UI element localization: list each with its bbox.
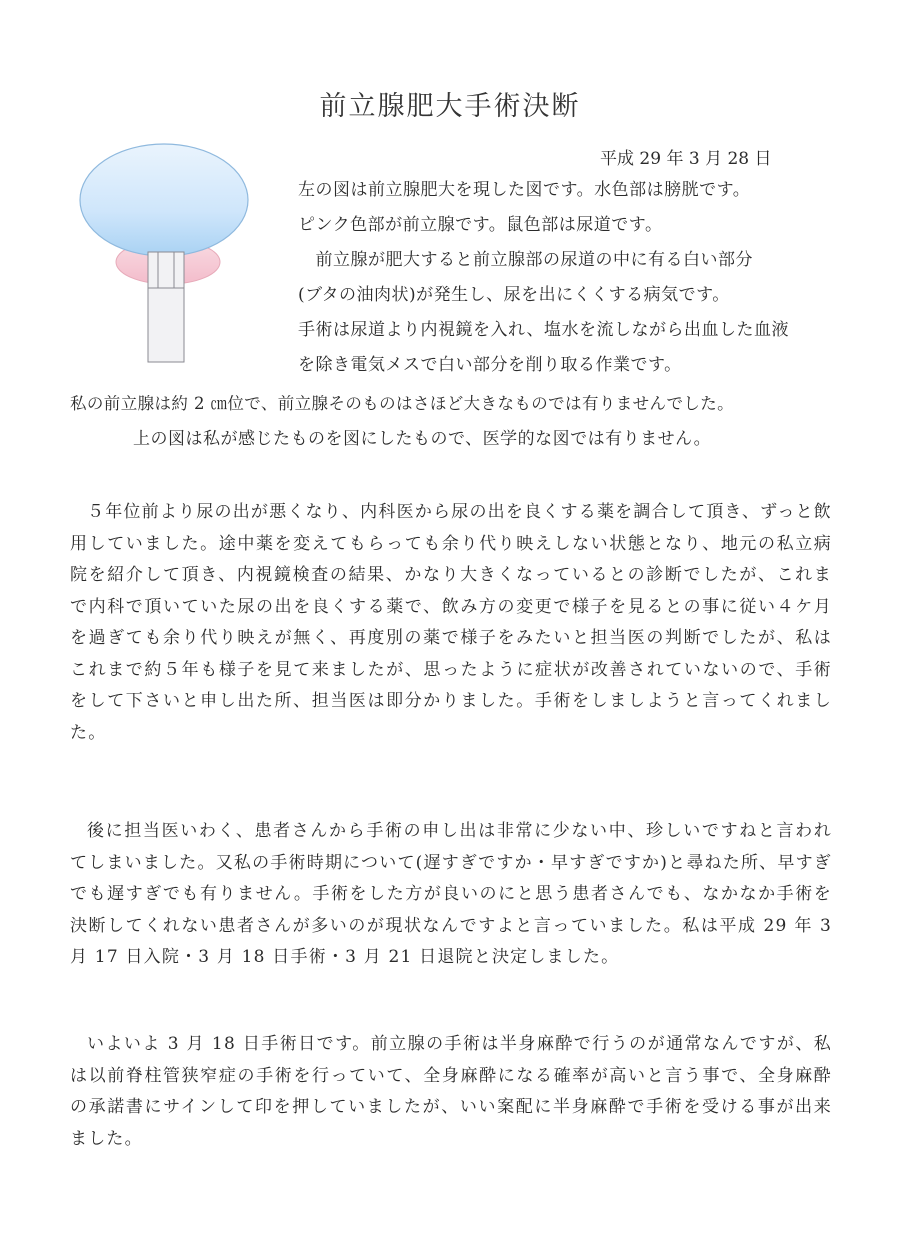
- document-title: 前立腺肥大手術決断: [319, 91, 581, 122]
- size-note: 私の前立腺は約 2 ㎝位で、前立腺そのものはさほど大きなものでは有りませんでした。: [70, 394, 735, 413]
- document-date: 平成 29 年 3 月 28 日: [600, 149, 772, 169]
- figure-line: (ブタの油肉状)が発生し、尿を出にくくする病気です。: [298, 285, 730, 305]
- figure-note: 上の図は私が感じたものを図にしたもので、医学的な図では有りません。: [133, 429, 712, 449]
- figure-line: 前立腺が肥大すると前立腺部の尿道の中に有る白い部分: [298, 250, 753, 270]
- bladder-shape: [80, 144, 248, 256]
- body-paragraph: いよいよ 3 月 18 日手術日です。前立腺の手術は半身麻酔で行うのが通常なんですが、私は以前脊柱管狭窄症の手術を行っていて、全身麻酔になる確率が高いと言う事で、全身麻酔の承諾書にサインして印を押していましたが、いい案配に半身麻酔で手術を受ける事が出来ました。: [70, 1034, 832, 1149]
- figure-line: 左の図は前立腺肥大を現した図です。水色部は膀胱です。: [298, 180, 751, 200]
- prostate-diagram: [78, 140, 258, 370]
- body-paragraph: ５年位前より尿の出が悪くなり、内科医から尿の出を良くする薬を調合して頂き、ずっと飲用していました。途中薬を変えてもらっても余り代り映えしない状態となり、地元の私立病院を紹介して頂き、内視鏡検査の結果、かなり大きくなっているとの診断でしたが、これまで内科で頂いていた尿の出を良くする薬で、飲み方の変更で様子を見るとの事に従い４ケ月を過ぎても余り代り映えが無く、再度別の薬で様子をみたいと担当医の判断でしたが、私はこれまで約５年も様子を見て来ましたが、思ったように症状が改善されていないので、手術をして下さいと申し出た所、担当医は即分かりました。手術をしましようと言ってくれました。: [70, 502, 832, 743]
- urethra-shape: [148, 252, 184, 362]
- body-paragraph: 後に担当医いわく、患者さんから手術の申し出は非常に少ない中、珍しいですねと言われてしまいました。又私の手術時期について(遅すぎですか・早すぎですか)と尋ねた所、早すぎでも遅すぎでも有りません。手術をした方が良いのにと思う患者さんでも、なかなか手術を決断してくれない患者さんが多いのが現状なんですよと言っていました。私は平成 29 年 3 月 17 日入院・3 月 18 日手術・3 月 21 日退院と決定しました。: [70, 821, 832, 967]
- figure-line: 手術は尿道より内視鏡を入れ、塩水を流しながら出血した血液: [298, 320, 790, 340]
- figure-line: を除き電気メスで白い部分を削り取る作業です。: [298, 355, 682, 375]
- figure-line: ピンク色部が前立腺です。鼠色部は尿道です。: [298, 215, 663, 235]
